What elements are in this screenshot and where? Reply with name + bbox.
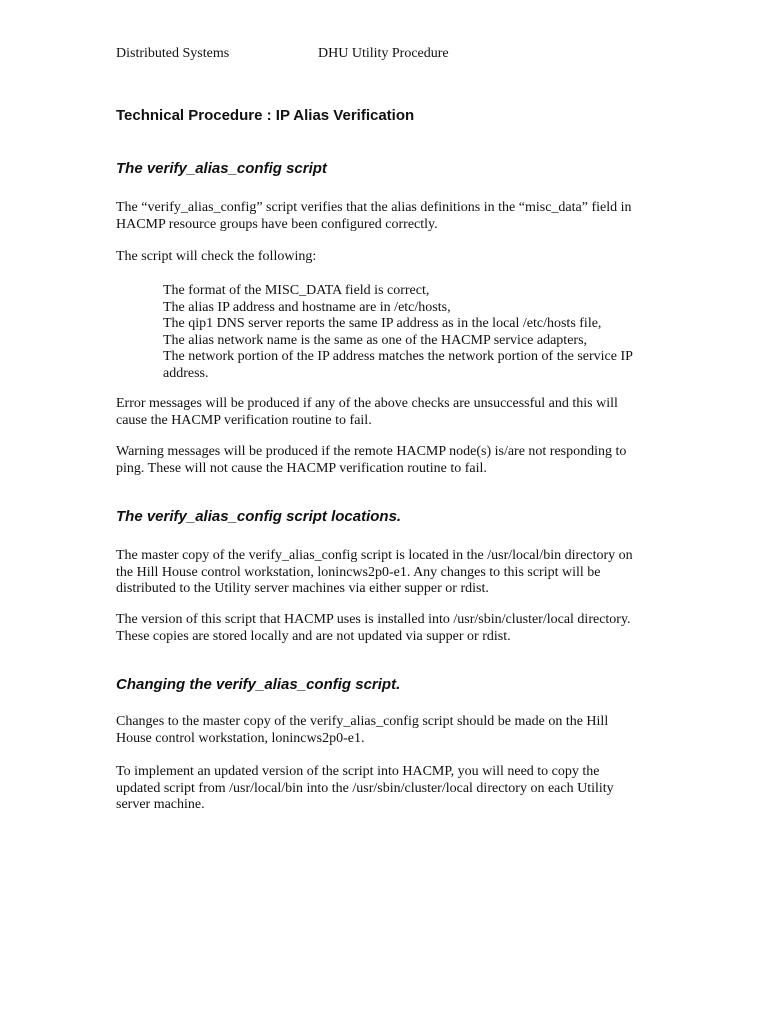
- list-item: The alias IP address and hostname are in /etc/hosts,: [163, 299, 451, 315]
- paragraph-hacmp-version: The version of this script that HACMP uses is installed into /usr/sbin/cluster/local directory. These copies are stored locally and are not updated via supper or rdist.: [116, 612, 631, 644]
- checks-list: [163, 283, 648, 382]
- paragraph-errors: Error messages will be produced if any of the above checks are unsuccessful and this will cause the HACMP verification routine to fail.: [116, 396, 618, 428]
- paragraph-warnings: Warning messages will be produced if the remote HACMP node(s) is/are not responding to ping. These will not cause the HACMP verification routine to fail.: [116, 444, 627, 476]
- list-item: The network portion of the IP address matches the network portion of the service IP address.: [163, 349, 633, 381]
- header-right: DHU Utility Procedure: [318, 46, 449, 61]
- list-item: The alias network name is the same as one of the HACMP service adapters,: [163, 332, 588, 348]
- paragraph-master-copy: The master copy of the verify_alias_config script is located in the /usr/local/bin directory on the Hill House control workstation, lonincws2p0-e1. Any changes to this script will be distributed to the Utility server machines via either supper or rdist.: [116, 548, 633, 596]
- document-title: Technical Procedure : IP Alias Verification: [116, 107, 415, 124]
- list-item: The format of the MISC_DATA field is correct,: [163, 283, 430, 298]
- section-heading-script: The verify_alias_config script: [116, 160, 327, 177]
- header-left: Distributed Systems: [116, 46, 230, 61]
- paragraph-changes: Changes to the master copy of the verify_alias_config script should be made on the Hill House control workstation, lonincws2p0-e1.: [116, 714, 609, 746]
- paragraph-checks-intro: The script will check the following:: [116, 249, 317, 264]
- paragraph-implement: To implement an updated version of the script into HACMP, you will need to copy the updated script from /usr/local/bin into the /usr/sbin/cluster/local directory on each Utility server machine.: [116, 764, 614, 812]
- paragraph-intro: The “verify_alias_config” script verifies that the alias definitions in the “misc_data” field in HACMP resource groups have been configured correctly.: [116, 200, 632, 232]
- section-heading-changing: Changing the verify_alias_config script.: [116, 676, 401, 693]
- section-heading-locations: The verify_alias_config script locations.: [116, 508, 402, 525]
- list-item: The qip1 DNS server reports the same IP address as in the local /etc/hosts file,: [163, 316, 602, 331]
